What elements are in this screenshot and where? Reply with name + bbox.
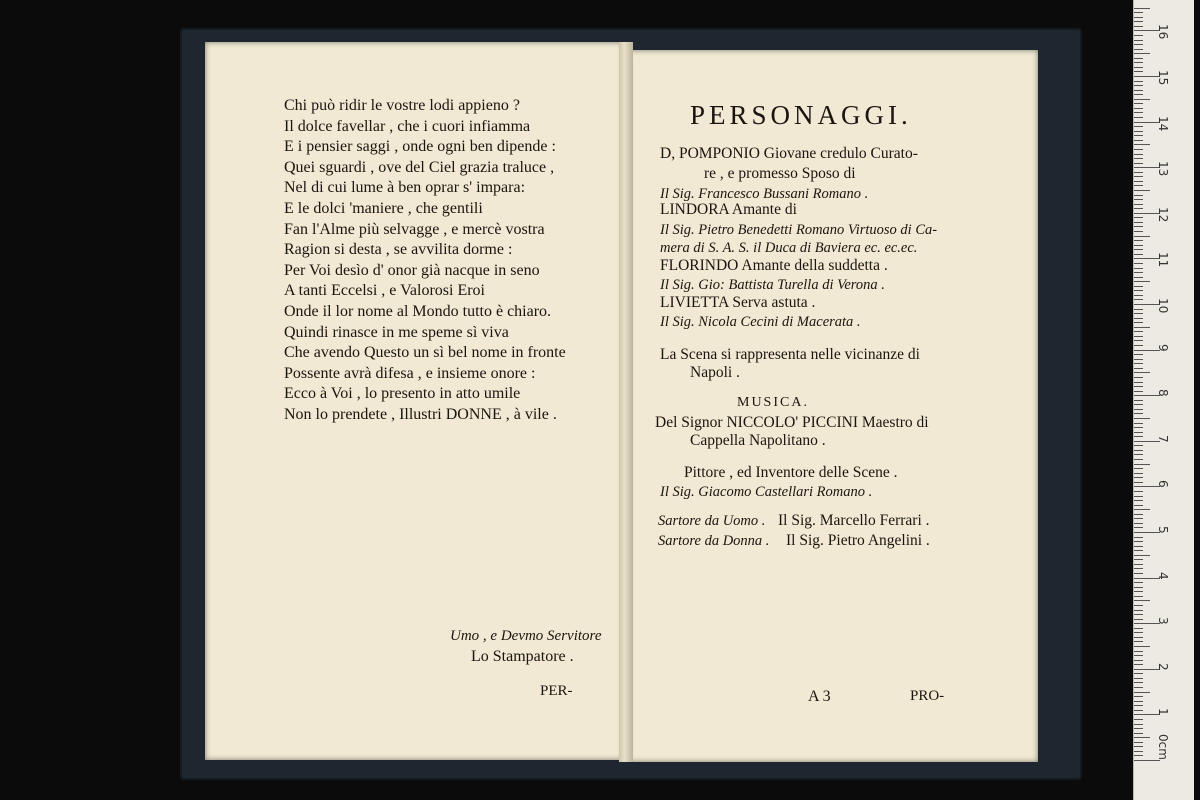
ruler-tick: [1134, 331, 1143, 332]
ruler-tick: [1134, 518, 1143, 519]
scene-line: Napoli .: [690, 364, 740, 381]
ruler-tick: [1134, 755, 1143, 756]
verse-line: Non lo prendete , Illustri DONNE , à vile .: [284, 405, 557, 423]
music-heading: MUSICA.: [737, 395, 809, 410]
cast-line: LIVIETTA Serva astuta .: [660, 294, 816, 311]
ruler-tick: [1134, 236, 1150, 237]
tailor-man-label: Sartore da Uomo .: [658, 513, 766, 529]
ruler-tick: [1134, 587, 1143, 588]
ruler-tick: [1134, 81, 1143, 82]
ruler-tick: [1134, 701, 1143, 702]
ruler-tick: [1134, 673, 1143, 674]
ruler-tick: [1134, 418, 1150, 419]
ruler-tick: [1134, 222, 1143, 223]
ruler-tick: [1134, 8, 1150, 9]
ruler-label: 7: [1156, 434, 1170, 443]
ruler-tick: [1134, 610, 1143, 611]
verse-line: Ragion si desta , se avvilita dorme :: [284, 241, 513, 259]
ruler-tick: [1134, 404, 1143, 405]
ruler-tick: [1134, 318, 1143, 319]
ruler-tick: [1134, 523, 1143, 524]
ruler-label: 12: [1156, 206, 1170, 223]
ruler-tick: [1134, 382, 1143, 383]
ruler-tick: [1134, 108, 1143, 109]
ruler-tick: [1134, 559, 1143, 560]
ruler-tick: [1134, 509, 1150, 510]
ruler-tick: [1134, 286, 1143, 287]
cast-line: Il Sig. Nicola Cecini di Macerata .: [660, 314, 861, 330]
ruler-tick: [1134, 568, 1143, 569]
ruler-tick: [1134, 464, 1150, 465]
cast-line: Il Sig. Pietro Benedetti Romano Virtuoso di Ca-: [660, 222, 938, 238]
ruler-label: 10: [1156, 298, 1170, 314]
ruler-tick: [1134, 208, 1143, 209]
cast-line: FLORINDO Amante della suddetta .: [660, 257, 888, 274]
ruler-tick: [1134, 719, 1143, 720]
measuring-ruler: [1133, 0, 1194, 800]
ruler-tick: [1134, 290, 1143, 291]
ruler-tick: [1134, 423, 1143, 424]
page-title: PERSONAGGI.: [690, 100, 912, 130]
cast-line: mera di S. A. S. il Duca di Baviera ec. ec.ec.: [660, 240, 918, 256]
ruler-tick: [1134, 637, 1143, 638]
verse-line: Onde il lor nome al Mondo tutto è chiaro.: [284, 302, 552, 320]
ruler-tick: [1134, 728, 1143, 729]
ruler-tick: [1134, 281, 1150, 282]
ruler-tick: [1134, 368, 1143, 369]
ruler-tick: [1134, 195, 1143, 196]
ruler-tick: [1134, 391, 1143, 392]
verse-line: Possente avrà difesa , e insieme onore :: [284, 364, 536, 382]
ruler-tick: [1134, 505, 1143, 506]
ruler-tick: [1134, 67, 1143, 68]
ruler-tick: [1134, 71, 1143, 72]
signature-servant: Umo , e Devmo Servitore: [450, 628, 602, 644]
ruler-tick: [1134, 491, 1143, 492]
ruler-tick: [1134, 26, 1143, 27]
ruler-label: 14: [1156, 115, 1170, 131]
ruler-tick: [1134, 272, 1143, 273]
tailor-man-name: Il Sig. Marcello Ferrari .: [778, 512, 930, 529]
ruler-tick: [1134, 254, 1143, 255]
ruler-tick: [1134, 496, 1143, 497]
ruler-tick: [1134, 249, 1143, 250]
cast-line: Il Sig. Gio: Battista Turella di Verona .: [660, 277, 885, 293]
verse-line: Per Voi desìo d' onor già nacque in seno: [284, 261, 540, 279]
ruler-tick: [1134, 131, 1143, 132]
verse-line: Quindi rinasce in me speme sì viva: [284, 323, 509, 341]
ruler-tick: [1134, 94, 1143, 95]
tailor-woman-name: Il Sig. Pietro Angelini .: [786, 532, 930, 549]
ruler-tick: [1134, 646, 1150, 647]
ruler-tick: [1134, 322, 1143, 323]
ruler-tick: [1134, 514, 1143, 515]
ruler-tick: [1134, 140, 1143, 141]
music-line: Del Signor NICCOLO' PICCINI Maestro di: [655, 414, 929, 431]
ruler-tick: [1134, 641, 1143, 642]
ruler-tick: [1134, 345, 1143, 346]
ruler-tick: [1134, 450, 1143, 451]
verse-line: Fan l'Alme più selvagge , e mercè vostra: [284, 220, 545, 238]
ruler-tick: [1134, 660, 1143, 661]
tailor-woman-label: Sartore da Donna .: [658, 533, 770, 549]
ruler-tick: [1134, 144, 1150, 145]
scene-line: La Scena si rappresenta nelle vicinanze di: [660, 346, 920, 363]
ruler-tick: [1134, 149, 1143, 150]
ruler-tick: [1134, 263, 1143, 264]
ruler-tick: [1134, 158, 1143, 159]
ruler-tick: [1134, 555, 1150, 556]
ruler-tick: [1134, 632, 1143, 633]
ruler-tick: [1134, 112, 1143, 113]
ruler-tick: [1134, 217, 1143, 218]
ruler-tick: [1134, 268, 1143, 269]
cast-line: LINDORA Amante di: [660, 201, 797, 218]
ruler-tick: [1134, 240, 1143, 241]
ruler-tick: [1134, 354, 1143, 355]
ruler-tick: [1134, 500, 1143, 501]
ruler-tick: [1134, 181, 1143, 182]
cast-line: Il Sig. Francesco Bussani Romano .: [660, 186, 869, 202]
cast-line: D, POMPONIO Giovane credulo Curato-: [660, 145, 918, 162]
ruler-label: 2: [1156, 662, 1170, 671]
ruler-tick: [1134, 651, 1143, 652]
ruler-tick: [1134, 90, 1143, 91]
verse-line: E i pensier saggi , onde ogni ben dipende :: [284, 138, 556, 156]
ruler-tick: [1134, 163, 1143, 164]
ruler-tick: [1134, 591, 1143, 592]
ruler-tick: [1134, 62, 1143, 63]
ruler-label: 6: [1156, 480, 1170, 489]
ruler-tick: [1134, 135, 1143, 136]
ruler-tick: [1134, 409, 1143, 410]
ruler-tick: [1134, 172, 1143, 173]
ruler-tick: [1134, 436, 1143, 437]
ruler-label: 15: [1156, 70, 1170, 86]
ruler-tick: [1134, 746, 1143, 747]
ruler-tick: [1134, 340, 1143, 341]
ruler-tick: [1134, 600, 1150, 601]
ruler-tick: [1134, 432, 1143, 433]
dedication-verse: [284, 96, 566, 426]
ruler-tick: [1134, 628, 1143, 629]
cast-line: re , e promesso Sposo di: [704, 165, 856, 182]
ruler-tick: [1134, 226, 1143, 227]
ruler-tick: [1134, 204, 1143, 205]
ruler-tick: [1134, 40, 1143, 41]
ruler-tick: [1134, 710, 1143, 711]
ruler-tick: [1134, 619, 1143, 620]
ruler-tick: [1134, 550, 1143, 551]
ruler-tick: [1134, 377, 1143, 378]
ruler-tick: [1134, 573, 1143, 574]
ruler-tick: [1134, 413, 1143, 414]
ruler-tick: [1134, 99, 1150, 100]
ruler-tick: [1134, 454, 1143, 455]
ruler-tick: [1134, 336, 1143, 337]
verse-line: Nel di cui lume à ben oprar s' impara:: [284, 179, 526, 197]
ruler-tick: [1134, 733, 1143, 734]
ruler-tick: [1134, 103, 1143, 104]
catchword-left: PER-: [540, 683, 573, 699]
ruler-label: 5: [1156, 526, 1170, 534]
ruler-label: 9: [1156, 343, 1170, 352]
ruler-tick: [1134, 445, 1143, 446]
ruler-tick: [1134, 705, 1143, 706]
ruler-tick: [1134, 459, 1143, 460]
ruler-tick: [1134, 12, 1143, 13]
ruler-tick: [1134, 692, 1150, 693]
ruler-label: 11: [1156, 252, 1170, 268]
ruler-label: 13: [1156, 161, 1170, 177]
ruler-tick: [1134, 372, 1150, 373]
ruler-tick: [1134, 245, 1143, 246]
ruler-tick: [1134, 477, 1143, 478]
ruler-tick: [1134, 655, 1143, 656]
signature-mark: A 3: [808, 688, 831, 705]
ruler-tick: [1134, 400, 1143, 401]
ruler-tick: [1134, 527, 1143, 528]
ruler-tick: [1134, 473, 1143, 474]
ruler-tick: [1134, 537, 1143, 538]
ruler-tick: [1134, 299, 1143, 300]
verse-line: Quei sguardi , ove del Ciel grazia traluce ,: [284, 158, 555, 176]
ruler-tick: [1134, 313, 1143, 314]
ruler-tick: [1134, 327, 1150, 328]
verse-line: E le dolci 'maniere , che gentili: [284, 199, 483, 217]
ruler-label: 1: [1156, 708, 1170, 717]
book-gutter: [619, 42, 633, 762]
ruler-label: 4: [1156, 571, 1170, 580]
ruler-tick: [1134, 49, 1143, 50]
verse-line: Chi può ridir le vostre lodi appieno ?: [284, 97, 520, 114]
catchword-right: PRO-: [910, 688, 945, 704]
ruler-tick: [1134, 53, 1150, 54]
ruler-tick: [1134, 582, 1143, 583]
ruler-tick: [1134, 737, 1150, 738]
ruler-tick: [1134, 17, 1143, 18]
ruler-tick: [1134, 468, 1143, 469]
ruler-tick: [1134, 724, 1143, 725]
ruler-tick: [1134, 678, 1143, 679]
verse-line: Ecco à Voi , lo presento in atto umile: [284, 385, 521, 403]
verse-line: Che avendo Questo un sì bel nome in fronte: [284, 344, 566, 362]
ruler-tick: [1134, 696, 1143, 697]
ruler-tick: [1134, 35, 1143, 36]
ruler-tick: [1134, 185, 1143, 186]
ruler-tick: [1134, 687, 1143, 688]
ruler-tick: [1134, 190, 1150, 191]
painter-line: Pittore , ed Inventore delle Scene .: [684, 464, 898, 481]
ruler-tick: [1134, 546, 1143, 547]
ruler-tick: [1134, 541, 1143, 542]
ruler-tick: [1134, 605, 1143, 606]
ruler-tick: [1134, 277, 1143, 278]
ruler-label: 16: [1156, 24, 1170, 40]
ruler-tick: [1134, 21, 1143, 22]
ruler-tick: [1134, 564, 1143, 565]
ruler-tick: [1134, 126, 1143, 127]
ruler-tick: [1134, 386, 1143, 387]
ruler-tick: [1134, 359, 1143, 360]
ruler-tick: [1134, 596, 1143, 597]
ruler-tick: [1134, 231, 1143, 232]
ruler-tick: [1134, 295, 1143, 296]
ruler-tick: [1134, 199, 1143, 200]
ruler-label: 3: [1156, 617, 1170, 625]
ruler-tick: [1134, 751, 1143, 752]
ruler-label: 8: [1156, 389, 1170, 397]
ruler-tick: [1134, 742, 1143, 743]
ruler-tick: [1134, 664, 1143, 665]
ruler-tick: [1134, 760, 1160, 761]
ruler-tick: [1134, 58, 1143, 59]
ruler-tick: [1134, 309, 1143, 310]
ruler-tick: [1134, 427, 1143, 428]
ruler-tick: [1134, 363, 1143, 364]
painter-line: Il Sig. Giacomo Castellari Romano .: [660, 484, 873, 500]
ruler-tick: [1134, 682, 1143, 683]
signature-printer: Lo Stampatore .: [471, 648, 574, 665]
ruler-tick: [1134, 44, 1143, 45]
ruler-tick: [1134, 85, 1143, 86]
ruler-tick: [1134, 117, 1143, 118]
ruler-tick: [1134, 482, 1143, 483]
ruler-tick: [1134, 154, 1143, 155]
music-line: Cappella Napolitano .: [690, 432, 826, 449]
ruler-tick: [1134, 614, 1143, 615]
ruler-tick: [1134, 176, 1143, 177]
ruler-label: 0cm: [1156, 734, 1170, 760]
verse-line: A tanti Eccelsi , e Valorosi Eroi: [284, 282, 485, 300]
verse-line: Il dolce favellar , che i cuori infiamma: [284, 117, 531, 135]
